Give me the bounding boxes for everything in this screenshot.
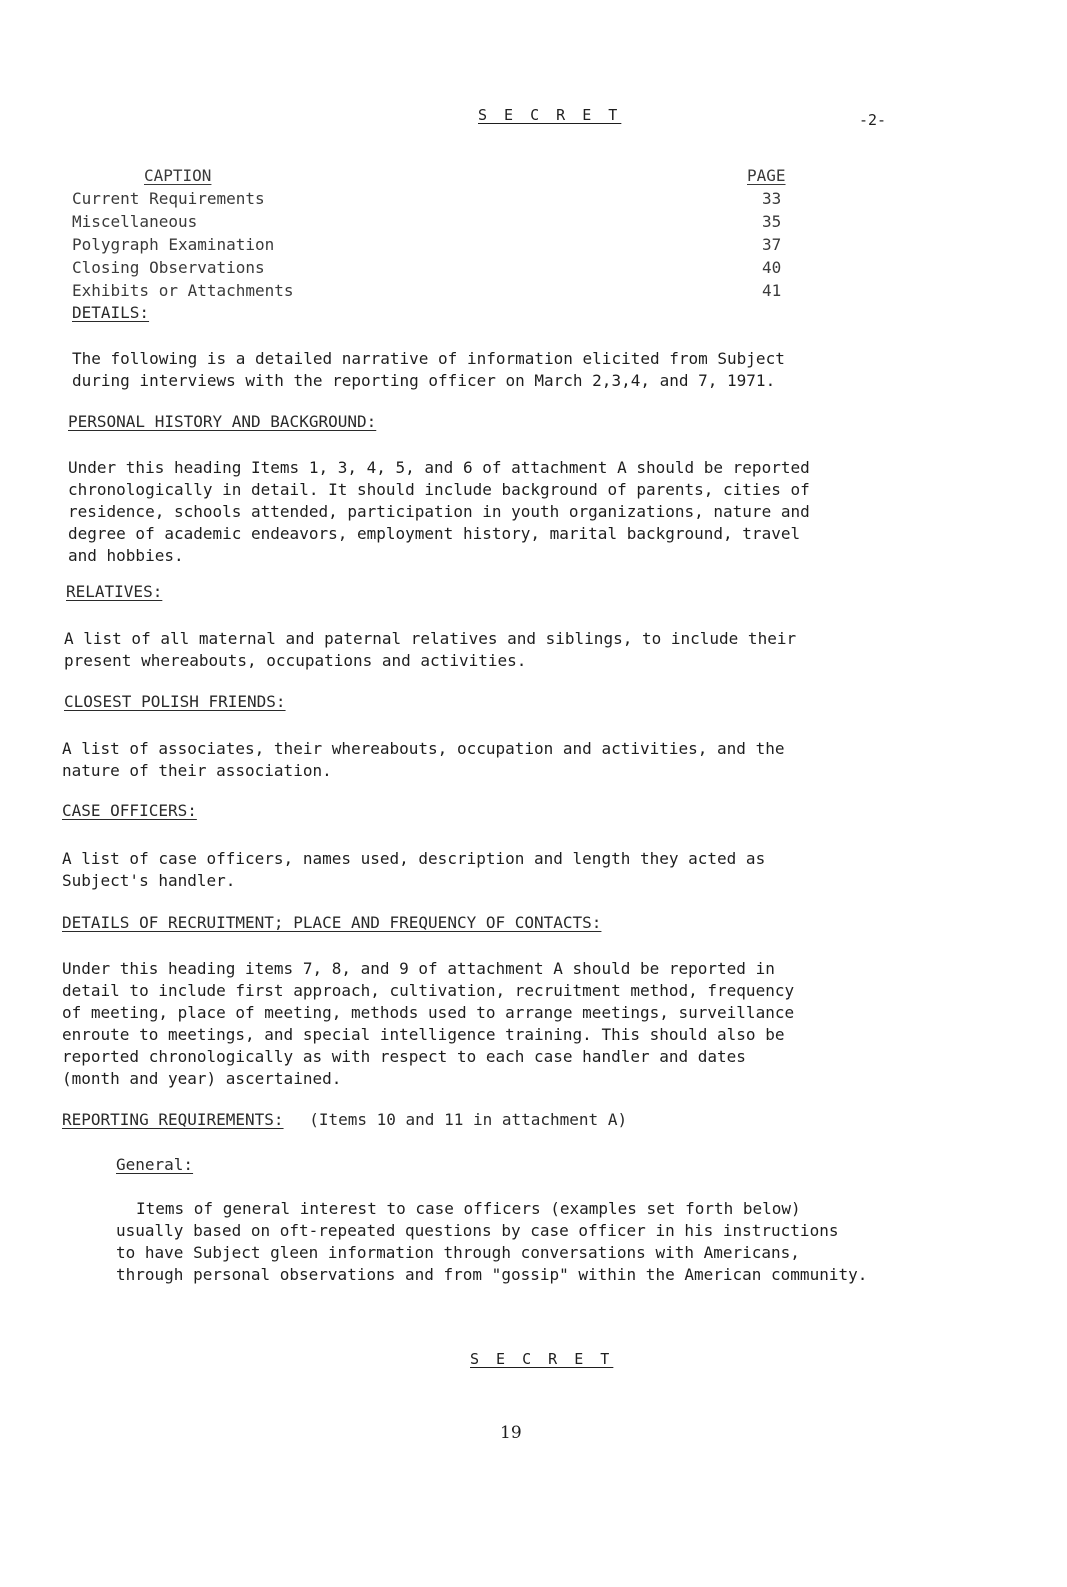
personal-history-heading: PERSONAL HISTORY AND BACKGROUND: — [68, 412, 377, 431]
text-line: A list of associates, their whereabouts, occupation and activities, and the — [62, 739, 785, 758]
text-line: of meeting, place of meeting, methods used to arrange meetings, surveillance — [62, 1003, 795, 1022]
contents-row — [72, 258, 802, 281]
text-line: to have Subject gleen information through conversations with Americans, — [116, 1243, 800, 1262]
text-line: A list of all maternal and paternal relatives and siblings, to include their — [64, 629, 797, 648]
text-line: during interviews with the reporting officer on March 2,3,4, and 7, 1971. — [72, 371, 776, 390]
contents-header-row — [72, 166, 802, 189]
reporting-note: (Items 10 and 11 in attachment A) — [309, 1110, 628, 1129]
page-column-header: PAGE — [747, 166, 786, 185]
text-line: usually based on oft-repeated questions by case officer in his instructions — [116, 1221, 839, 1240]
recruitment-heading: DETAILS OF RECRUITMENT; PLACE AND FREQUENCY OF CONTACTS: — [62, 913, 602, 932]
contents-page: 41 — [762, 281, 782, 300]
details-paragraph — [72, 348, 785, 392]
contents-table — [72, 166, 802, 304]
reporting-line — [62, 1110, 627, 1129]
text-line: Subject's handler. — [62, 871, 236, 890]
text-line: degree of academic endeavors, employment history, marital background, travel — [68, 524, 801, 543]
text-line: detail to include first approach, cultivation, recruitment method, frequency — [62, 981, 795, 1000]
text-line: and hobbies. — [68, 546, 184, 565]
personal-history-paragraph — [68, 457, 810, 567]
text-line: chronologically in detail. It should include background of parents, cities of — [68, 480, 810, 499]
text-line: through personal observations and from "gossip" within the American community. — [116, 1265, 868, 1284]
text-line: Under this heading Items 1, 3, 4, 5, and 6 of attachment A should be reported — [68, 458, 810, 477]
contents-row — [72, 189, 802, 212]
recruitment-paragraph — [62, 958, 794, 1090]
text-line: (month and year) ascertained. — [62, 1069, 342, 1088]
text-line: residence, schools attended, participation in youth organizations, nature and — [68, 502, 810, 521]
contents-caption: Polygraph Examination — [72, 235, 275, 254]
page-number: -2- — [859, 111, 887, 129]
contents-page: 33 — [762, 189, 782, 208]
footer-classification: S E C R E T — [470, 1350, 614, 1368]
general-heading: General: — [116, 1155, 194, 1174]
text-line: Items of general interest to case officers (examples set forth below) — [136, 1199, 801, 1218]
relatives-heading: RELATIVES: — [66, 582, 163, 601]
relatives-paragraph — [64, 628, 796, 672]
text-line: reported chronologically as with respect to each case handler and dates — [62, 1047, 746, 1066]
header-classification: S E C R E T — [478, 106, 622, 124]
reporting-heading: REPORTING REQUIREMENTS: — [62, 1110, 284, 1129]
contents-caption: Current Requirements — [72, 189, 265, 208]
general-paragraph — [116, 1198, 867, 1286]
text-line: A list of case officers, names used, description and length they acted as — [62, 849, 766, 868]
text-line: present whereabouts, occupations and activities. — [64, 651, 527, 670]
text-line: The following is a detailed narrative of information elicited from Subject — [72, 349, 785, 368]
case-officers-paragraph — [62, 848, 765, 892]
text-line: Under this heading items 7, 8, and 9 of attachment A should be reported in — [62, 959, 775, 978]
contents-caption: Closing Observations — [72, 258, 265, 277]
contents-caption: Exhibits or Attachments — [72, 281, 294, 300]
contents-page: 37 — [762, 235, 782, 254]
contents-page: 35 — [762, 212, 782, 231]
details-heading: DETAILS: — [72, 303, 150, 322]
contents-row — [72, 281, 802, 304]
case-officers-heading: CASE OFFICERS: — [62, 801, 197, 820]
folio-number: 19 — [500, 1423, 522, 1443]
text-line: nature of their association. — [62, 761, 332, 780]
contents-row — [72, 212, 802, 235]
contents-row — [72, 235, 802, 258]
contents-page: 40 — [762, 258, 782, 277]
friends-paragraph — [62, 738, 784, 782]
text-line: enroute to meetings, and special intelligence training. This should also be — [62, 1025, 785, 1044]
contents-caption: Miscellaneous — [72, 212, 198, 231]
friends-heading: CLOSEST POLISH FRIENDS: — [64, 692, 286, 711]
caption-column-header: CAPTION — [144, 166, 212, 185]
